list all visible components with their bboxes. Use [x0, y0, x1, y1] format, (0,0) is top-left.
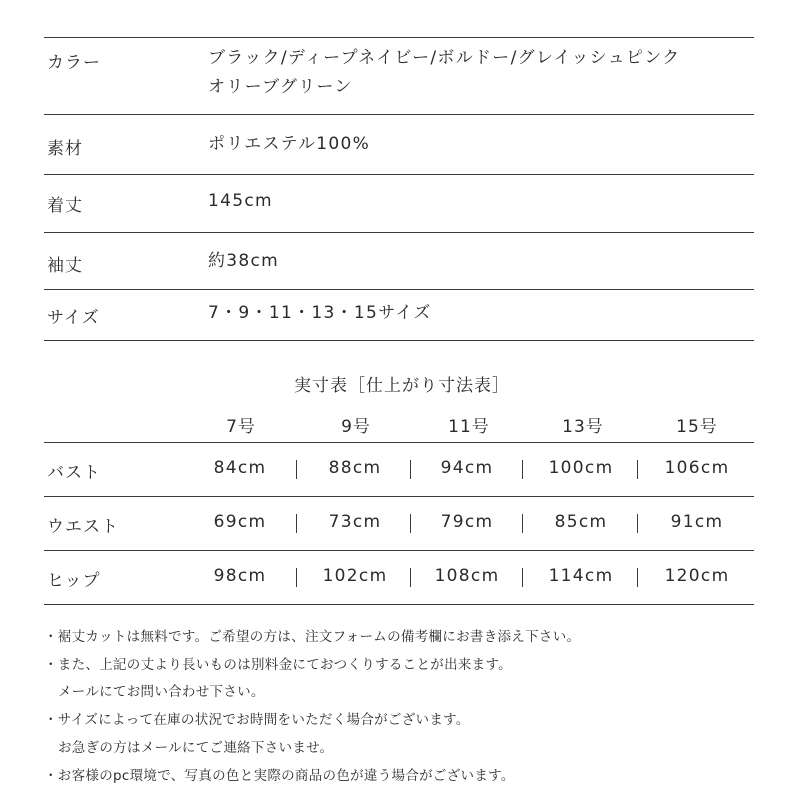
size-cell: 106cm	[664, 458, 730, 478]
column-separator	[522, 460, 523, 479]
size-row-bust	[44, 443, 754, 497]
column-separator	[522, 514, 523, 533]
spec-table	[44, 37, 754, 341]
size-cell: 88cm	[328, 458, 382, 478]
spec-value: ポリエステル100%	[208, 134, 371, 154]
size-cell: 84cm	[213, 458, 267, 478]
column-separator	[637, 514, 638, 533]
note-line: ・また、上記の丈より長いものは別料金にておつくりすることが出来ます。	[44, 656, 512, 673]
size-row-hip	[44, 551, 754, 605]
size-cell: 94cm	[440, 458, 494, 478]
size-row-label: バスト	[47, 463, 101, 483]
size-column-header: 11号	[448, 417, 490, 437]
spec-row-size	[44, 290, 754, 341]
size-cell: 69cm	[213, 512, 267, 532]
size-cell: 100cm	[548, 458, 614, 478]
note-line: ・裾丈カットは無料です。ご希望の方は、注文フォームの備考欄にお書き添え下さい。	[44, 629, 581, 645]
column-separator	[637, 568, 638, 587]
spec-value-line: ブラック/ディープネイビー/ボルドー/グレイッシュピンク	[208, 48, 681, 68]
size-cell: 91cm	[670, 512, 724, 532]
size-row-label: ヒップ	[47, 571, 101, 591]
column-separator	[522, 568, 523, 587]
size-cell: 85cm	[554, 512, 608, 532]
spec-label: 袖丈	[47, 256, 83, 276]
spec-label: カラー	[47, 53, 101, 73]
size-column-header: 9号	[341, 417, 371, 437]
size-cell: 73cm	[328, 512, 382, 532]
column-separator	[410, 568, 411, 587]
note-line: ・お客様のpc環境で、写真の色と実際の商品の色が違う場合がございます。	[44, 767, 515, 784]
note-line: お急ぎの方はメールにてご連絡下さいませ。	[58, 739, 334, 756]
spec-row-length	[44, 175, 754, 233]
size-cell: 102cm	[322, 566, 388, 586]
column-separator	[296, 568, 297, 587]
column-separator	[410, 460, 411, 479]
spec-label: 素材	[47, 139, 83, 159]
column-separator	[410, 514, 411, 533]
size-table	[44, 442, 754, 605]
spec-value: 7・9・11・13・15サイズ	[208, 303, 432, 323]
size-cell: 120cm	[664, 566, 730, 586]
spec-row-material	[44, 115, 754, 175]
size-cell: 108cm	[434, 566, 500, 586]
size-cell: 98cm	[213, 566, 267, 586]
spec-value-line: オリーブグリーン	[208, 77, 353, 97]
note-line: メールにてお問い合わせ下さい。	[58, 684, 265, 701]
size-cell: 79cm	[440, 512, 494, 532]
size-column-header: 7号	[226, 417, 256, 437]
spec-row-color	[44, 38, 754, 115]
size-column-header: 13号	[562, 417, 604, 437]
size-row-waist	[44, 497, 754, 551]
column-separator	[637, 460, 638, 479]
spec-row-sleeve	[44, 233, 754, 290]
notes-list	[44, 624, 764, 790]
spec-label: サイズ	[47, 308, 100, 328]
size-row-label: ウエスト	[47, 517, 119, 537]
spec-value: 145cm	[208, 191, 273, 211]
size-table-title: 実寸表［仕上がり寸法表］	[294, 376, 510, 396]
spec-value	[208, 44, 680, 102]
column-separator	[296, 514, 297, 533]
spec-value: 約38cm	[208, 251, 280, 271]
spec-label: 着丈	[47, 196, 83, 216]
note-line: ・サイズによって在庫の状況でお時間をいただく場合がございます。	[44, 712, 470, 729]
size-column-header: 15号	[676, 417, 718, 437]
column-separator	[296, 460, 297, 479]
size-cell: 114cm	[548, 566, 614, 586]
